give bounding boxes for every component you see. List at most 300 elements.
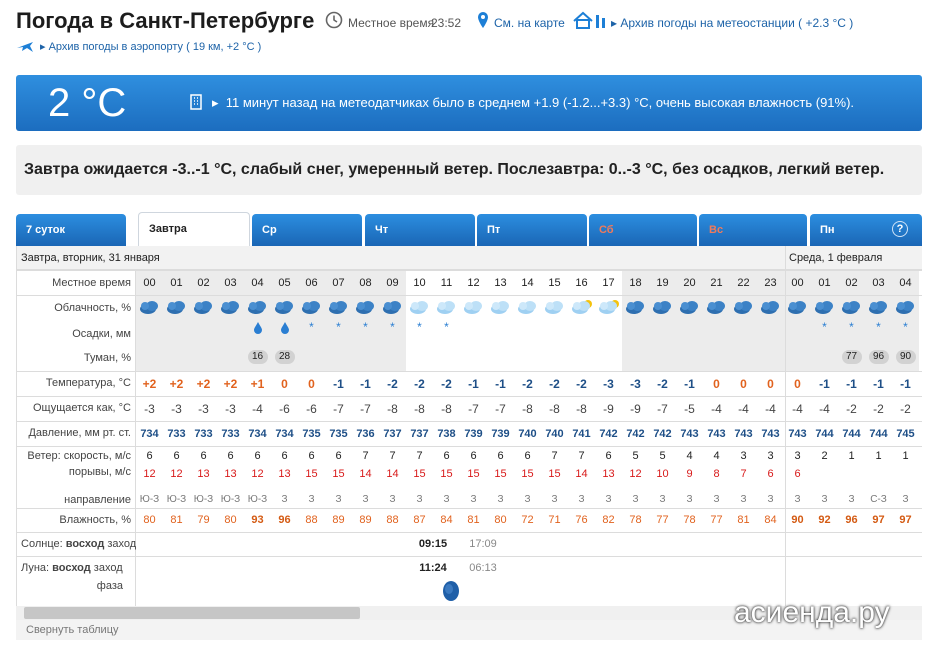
hour-cell: 13 xyxy=(494,277,507,289)
feels-like-cell: -7 xyxy=(495,402,506,416)
pressure-cell: 741 xyxy=(572,428,591,440)
gust-cell: 12 xyxy=(251,468,264,480)
hour-cell: 00 xyxy=(143,277,156,289)
hour-cell: 04 xyxy=(899,277,912,289)
clock-icon xyxy=(325,11,343,29)
hour-cell: 03 xyxy=(872,277,885,289)
feels-like-cell: -2 xyxy=(846,402,857,416)
moon-label-part: восход xyxy=(52,562,91,574)
hour-cell: 03 xyxy=(224,277,237,289)
pressure-cell: 743 xyxy=(761,428,780,440)
archive-airport-label[interactable]: Архив погоды в аэропорту xyxy=(48,41,184,53)
hour-cell: 02 xyxy=(197,277,210,289)
temperature-cell: 0 xyxy=(740,377,747,391)
map-pin-icon xyxy=(474,11,492,29)
tab-0[interactable]: 7 суток xyxy=(16,214,126,246)
direction-cell: З xyxy=(632,494,639,505)
feels-like-cell: -7 xyxy=(657,402,668,416)
gust-cell: 7 xyxy=(740,468,747,480)
hour-cell: 20 xyxy=(683,277,696,289)
humidity-cell: 87 xyxy=(413,514,426,526)
humidity-cell: 81 xyxy=(170,514,183,526)
watermark: асиенда.ру xyxy=(734,596,890,629)
feels-like-cell: -3 xyxy=(225,402,236,416)
pressure-cell: 743 xyxy=(788,428,807,440)
wind-speed-cell: 3 xyxy=(740,450,747,462)
cloud-icon xyxy=(784,298,811,319)
snow-icon: * xyxy=(444,320,449,334)
pressure-cell: 742 xyxy=(653,428,672,440)
wind-speed-cell: 6 xyxy=(254,450,261,462)
gust-cell: 12 xyxy=(629,468,642,480)
sun-label xyxy=(21,538,136,550)
pressure-cell: 733 xyxy=(167,428,186,440)
pressure-cell: 742 xyxy=(599,428,618,440)
help-icon[interactable]: ? xyxy=(892,221,908,237)
humidity-cell: 71 xyxy=(548,514,561,526)
wind-speed-cell: 2 xyxy=(821,450,828,462)
fog-badge: 90 xyxy=(896,350,916,364)
pressure-cell: 743 xyxy=(680,428,699,440)
direction-cell: З xyxy=(362,494,369,505)
temperature-cell: +2 xyxy=(142,377,157,391)
feels-like-cell: -3 xyxy=(144,402,155,416)
feels-like-cell: -6 xyxy=(306,402,317,416)
cloud-icon xyxy=(865,298,892,319)
weather-station-icon xyxy=(572,11,608,29)
archive-station-link[interactable]: ▸ Архив погоды на метеостанции ( +2.3 °С ) xyxy=(611,16,854,30)
wind-speed-cell: 3 xyxy=(794,450,801,462)
cloud-icon xyxy=(190,298,217,319)
cloud-icon xyxy=(892,298,919,319)
map-link[interactable]: См. на карте xyxy=(494,16,565,30)
humidity-cell: 88 xyxy=(386,514,399,526)
moon-phase-icon xyxy=(437,580,464,605)
archive-station-label[interactable]: Архив погоды на метеостанции xyxy=(620,16,795,30)
hour-cell: 19 xyxy=(656,277,669,289)
temperature-cell: -1 xyxy=(468,377,479,391)
direction-cell: З xyxy=(686,494,693,505)
snow-icon: * xyxy=(363,320,368,334)
building-icon xyxy=(188,94,204,110)
direction-cell: З xyxy=(902,494,909,505)
row-label-hum: Влажность, % xyxy=(59,514,131,526)
temperature-cell: 0 xyxy=(713,377,720,391)
wind-speed-cell: 1 xyxy=(902,450,909,462)
feels-like-cell: -4 xyxy=(765,402,776,416)
rain-drop-icon xyxy=(244,322,271,337)
fog-cell xyxy=(244,350,271,364)
wind-speed-cell: 3 xyxy=(767,450,774,462)
tab-7[interactable]: Пн ? xyxy=(810,214,922,246)
gust-cell: 6 xyxy=(794,468,801,480)
humidity-cell: 96 xyxy=(278,514,291,526)
temperature-cell: -2 xyxy=(441,377,452,391)
row-divider xyxy=(17,508,922,509)
pressure-cell: 737 xyxy=(410,428,429,440)
cloud-icon xyxy=(541,298,568,319)
gust-cell: 13 xyxy=(602,468,615,480)
temperature-cell: -2 xyxy=(549,377,560,391)
direction-cell: З xyxy=(605,494,612,505)
row-label-press: Давление, мм рт. ст. xyxy=(28,427,131,439)
wind-speed-cell: 6 xyxy=(443,450,450,462)
hour-cell: 23 xyxy=(764,277,777,289)
gust-cell: 15 xyxy=(548,468,561,480)
gust-cell: 15 xyxy=(332,468,345,480)
humidity-cell: 97 xyxy=(872,514,885,526)
tab-5[interactable]: Сб xyxy=(589,214,697,246)
wind-speed-cell: 1 xyxy=(848,450,855,462)
direction-cell: З xyxy=(443,494,450,505)
cloud-icon xyxy=(676,298,703,319)
row-label-fog: Туман, % xyxy=(83,352,131,364)
tab-6[interactable]: Вс xyxy=(699,214,807,246)
feels-like-cell: -7 xyxy=(360,402,371,416)
direction-cell: Ю-З xyxy=(247,494,268,505)
humidity-cell: 93 xyxy=(251,514,264,526)
feels-like-cell: -8 xyxy=(387,402,398,416)
moon-label xyxy=(21,562,123,574)
direction-cell: З xyxy=(848,494,855,505)
archive-station-temp: ( +2.3 °С ) xyxy=(798,16,854,30)
row-label-temp: Температура, °С xyxy=(45,377,131,389)
hour-cell: 11 xyxy=(440,277,453,289)
pressure-cell: 744 xyxy=(815,428,834,440)
direction-cell: З xyxy=(416,494,423,505)
humidity-cell: 78 xyxy=(629,514,642,526)
row-divider xyxy=(17,421,922,422)
humidity-cell: 89 xyxy=(359,514,372,526)
cloud-icon xyxy=(838,298,865,319)
pressure-cell: 743 xyxy=(707,428,726,440)
hour-cell: 15 xyxy=(548,277,561,289)
feels-like-cell: -4 xyxy=(792,402,803,416)
temperature-cell: -1 xyxy=(684,377,695,391)
wind-speed-cell: 4 xyxy=(686,450,693,462)
hour-cell: 16 xyxy=(575,277,588,289)
fog-badge: 96 xyxy=(869,350,889,364)
moonrise-time: 11:24 xyxy=(419,562,447,574)
sun-label-part: восход xyxy=(65,538,105,550)
direction-cell: З xyxy=(524,494,531,505)
pressure-cell: 744 xyxy=(869,428,888,440)
humidity-cell: 88 xyxy=(305,514,318,526)
pressure-cell: 740 xyxy=(518,428,537,440)
pressure-cell: 740 xyxy=(545,428,564,440)
row-label-gust: порывы, м/с xyxy=(68,466,131,478)
humidity-cell: 79 xyxy=(197,514,210,526)
temperature-cell: -3 xyxy=(603,377,614,391)
day-tabs xyxy=(16,212,922,246)
humidity-cell: 89 xyxy=(332,514,345,526)
scrollbar-thumb[interactable] xyxy=(24,607,360,619)
wind-speed-cell: 6 xyxy=(146,450,153,462)
wind-speed-cell: 6 xyxy=(497,450,504,462)
direction-cell: З xyxy=(713,494,720,505)
humidity-cell: 80 xyxy=(494,514,507,526)
fog-badge: 28 xyxy=(275,350,295,364)
row-label-feel: Ощущается как, °С xyxy=(32,402,131,414)
wind-speed-cell: 6 xyxy=(524,450,531,462)
tab-3[interactable]: Чт xyxy=(365,214,475,246)
wind-speed-cell: 6 xyxy=(308,450,315,462)
hour-cell: 05 xyxy=(278,277,291,289)
feels-like-cell: -6 xyxy=(279,402,290,416)
direction-cell: С-З xyxy=(870,494,887,505)
collapse-table-button[interactable]: Свернуть таблицу xyxy=(16,620,922,640)
row-label-cloud: Облачность, % xyxy=(54,302,131,314)
hour-cell: 01 xyxy=(170,277,183,289)
gust-cell: 15 xyxy=(305,468,318,480)
sun-label-part: заход xyxy=(107,538,137,550)
feels-like-cell: -8 xyxy=(414,402,425,416)
direction-cell: З xyxy=(335,494,342,505)
hour-cell: 08 xyxy=(359,277,372,289)
pressure-cell: 737 xyxy=(383,428,402,440)
sunrise-time: 09:15 xyxy=(418,538,448,550)
humidity-cell: 97 xyxy=(899,514,912,526)
hour-cell: 12 xyxy=(467,277,480,289)
hour-cell: 22 xyxy=(737,277,750,289)
feels-like-cell: -3 xyxy=(198,402,209,416)
cloud-icon xyxy=(379,298,406,319)
cloud-icon xyxy=(271,298,298,319)
cloud-icon xyxy=(811,298,838,319)
local-time-value: 23:52 xyxy=(431,16,462,30)
temperature-cell: 0 xyxy=(767,377,774,391)
direction-cell: З xyxy=(470,494,477,505)
pressure-cell: 734 xyxy=(275,428,294,440)
gust-cell: 12 xyxy=(170,468,183,480)
feels-like-cell: -3 xyxy=(171,402,182,416)
gust-cell: 9 xyxy=(686,468,693,480)
hour-cell: 01 xyxy=(818,277,831,289)
temperature-cell: -1 xyxy=(846,377,857,391)
gust-cell: 14 xyxy=(359,468,372,480)
temperature-cell: 0 xyxy=(794,377,801,391)
sensor-message: ▸ 11 минут назад на метеодатчиках было в среднем +1.9 (-1.2...+3.3) °С, очень высокая влажность (91%). xyxy=(212,95,855,110)
cloud-icon xyxy=(514,298,541,319)
direction-cell: З xyxy=(389,494,396,505)
current-weather-banner xyxy=(16,75,922,131)
feels-like-cell: -4 xyxy=(711,402,722,416)
gust-cell: 15 xyxy=(440,468,453,480)
feels-like-cell: -5 xyxy=(684,402,695,416)
feels-like-cell: -8 xyxy=(549,402,560,416)
day-header-0: Завтра, вторник, 31 января xyxy=(17,246,785,270)
wind-speed-cell: 6 xyxy=(227,450,234,462)
gust-cell: 13 xyxy=(224,468,237,480)
pressure-cell: 738 xyxy=(437,428,456,440)
feels-like-cell: -8 xyxy=(522,402,533,416)
humidity-cell: 82 xyxy=(602,514,615,526)
pressure-cell: 733 xyxy=(194,428,213,440)
pressure-cell: 734 xyxy=(248,428,267,440)
snow-icon: * xyxy=(336,320,341,334)
feels-like-cell: -8 xyxy=(576,402,587,416)
humidity-cell: 84 xyxy=(440,514,453,526)
humidity-cell: 72 xyxy=(521,514,534,526)
wind-speed-cell: 7 xyxy=(578,450,585,462)
pressure-cell: 735 xyxy=(302,428,321,440)
temperature-cell: 0 xyxy=(281,377,288,391)
feels-like-cell: -7 xyxy=(333,402,344,416)
temperature-cell: +2 xyxy=(196,377,211,391)
sensor-message-text: 11 минут назад на метеодатчиках было в среднем +1.9 (-1.2...+3.3) °С, очень высокая влажность (91%). xyxy=(225,95,855,110)
wind-speed-cell: 4 xyxy=(713,450,720,462)
snow-icon: * xyxy=(309,320,314,334)
forecast-summary xyxy=(16,145,922,195)
wind-speed-cell: 6 xyxy=(335,450,342,462)
direction-cell: З xyxy=(740,494,747,505)
archive-airport-link[interactable]: ▸ Архив погоды в аэропорту ( 19 км, +2 °С ) xyxy=(16,40,261,54)
temperature-cell: -1 xyxy=(360,377,371,391)
direction-cell: Ю-З xyxy=(139,494,160,505)
hour-cell: 09 xyxy=(386,277,399,289)
gust-cell: 13 xyxy=(278,468,291,480)
cloud-icon xyxy=(730,298,757,319)
local-time-label: Местное время xyxy=(348,16,435,30)
gust-cell: 10 xyxy=(656,468,669,480)
hour-cell: 00 xyxy=(791,277,804,289)
cloud-icon xyxy=(352,298,379,319)
feels-like-cell: -2 xyxy=(873,402,884,416)
hour-cell: 17 xyxy=(602,277,615,289)
tab-1[interactable]: Завтра xyxy=(138,212,250,246)
feels-like-cell: -4 xyxy=(252,402,263,416)
cloud-icon xyxy=(703,298,730,319)
humidity-cell: 92 xyxy=(818,514,831,526)
hour-cell: 04 xyxy=(251,277,264,289)
wind-speed-cell: 6 xyxy=(605,450,612,462)
current-temperature: 2 °C xyxy=(48,81,127,125)
page-header xyxy=(0,0,930,70)
row-divider xyxy=(17,295,922,296)
direction-cell: З xyxy=(794,494,801,505)
wind-speed-cell: 6 xyxy=(200,450,207,462)
pressure-cell: 742 xyxy=(626,428,645,440)
gust-cell: 15 xyxy=(467,468,480,480)
gust-cell: 15 xyxy=(521,468,534,480)
cloud-icon xyxy=(406,298,433,319)
direction-cell: З xyxy=(551,494,558,505)
temperature-cell: +2 xyxy=(223,377,238,391)
temperature-cell: -1 xyxy=(900,377,911,391)
cloud-icon xyxy=(649,298,676,319)
humidity-cell: 76 xyxy=(575,514,588,526)
cloud-icon xyxy=(163,298,190,319)
sun-label-part: Солнце: xyxy=(21,538,63,550)
snow-icon: * xyxy=(822,320,827,334)
cloud-icon xyxy=(460,298,487,319)
row-label-precip: Осадки, мм xyxy=(72,328,131,340)
fog-badge: 77 xyxy=(842,350,862,364)
gust-cell: 8 xyxy=(713,468,720,480)
feels-like-cell: -2 xyxy=(900,402,911,416)
gust-cell: 14 xyxy=(575,468,588,480)
temperature-cell: -1 xyxy=(819,377,830,391)
wind-speed-cell: 7 xyxy=(551,450,558,462)
temperature-cell: -2 xyxy=(576,377,587,391)
sunset-time: 17:09 xyxy=(469,538,497,550)
fog-cell xyxy=(838,350,865,364)
tab-2[interactable]: Ср xyxy=(252,214,362,246)
feels-like-cell: -7 xyxy=(468,402,479,416)
cloud-icon xyxy=(244,298,271,319)
cloud-icon xyxy=(217,298,244,319)
wind-speed-cell: 6 xyxy=(173,450,180,462)
pressure-cell: 736 xyxy=(356,428,375,440)
snow-icon: * xyxy=(849,320,854,334)
temperature-cell: +2 xyxy=(169,377,184,391)
row-divider xyxy=(17,270,922,271)
wind-speed-cell: 7 xyxy=(389,450,396,462)
humidity-cell: 81 xyxy=(737,514,750,526)
temperature-cell: -1 xyxy=(333,377,344,391)
wind-speed-cell: 5 xyxy=(632,450,639,462)
wind-speed-cell: 6 xyxy=(281,450,288,462)
cloud-icon xyxy=(487,298,514,319)
hour-cell: 02 xyxy=(845,277,858,289)
feels-like-cell: -8 xyxy=(441,402,452,416)
cloud-icon xyxy=(325,298,352,319)
moon-label-part: заход xyxy=(93,562,123,574)
row-divider xyxy=(17,556,922,557)
direction-cell: Ю-З xyxy=(166,494,187,505)
pressure-cell: 739 xyxy=(464,428,483,440)
hour-cell: 18 xyxy=(629,277,642,289)
temperature-cell: -2 xyxy=(522,377,533,391)
fog-cell xyxy=(865,350,892,364)
pressure-cell: 744 xyxy=(842,428,861,440)
humidity-cell: 81 xyxy=(467,514,480,526)
snow-icon: * xyxy=(390,320,395,334)
humidity-cell: 77 xyxy=(656,514,669,526)
direction-cell: З xyxy=(308,494,315,505)
snow-icon: * xyxy=(876,320,881,334)
wind-speed-cell: 6 xyxy=(470,450,477,462)
humidity-cell: 90 xyxy=(791,514,804,526)
fog-cell xyxy=(892,350,919,364)
temperature-cell: -3 xyxy=(630,377,641,391)
hour-cell: 14 xyxy=(521,277,534,289)
cloud-icon xyxy=(568,298,595,319)
gust-cell: 13 xyxy=(197,468,210,480)
humidity-cell: 77 xyxy=(710,514,723,526)
wind-speed-cell: 7 xyxy=(416,450,423,462)
snow-icon: * xyxy=(417,320,422,334)
gust-cell: 15 xyxy=(413,468,426,480)
gust-cell: 14 xyxy=(386,468,399,480)
feels-like-cell: -9 xyxy=(630,402,641,416)
pressure-cell: 735 xyxy=(329,428,348,440)
forecast-table xyxy=(16,246,922,606)
temperature-cell: -2 xyxy=(414,377,425,391)
fog-cell xyxy=(271,350,298,364)
pressure-cell: 733 xyxy=(221,428,240,440)
cloud-icon xyxy=(622,298,649,319)
cloud-icon xyxy=(757,298,784,319)
gust-cell: 6 xyxy=(767,468,774,480)
humidity-cell: 80 xyxy=(224,514,237,526)
snow-icon: * xyxy=(903,320,908,334)
tab-4[interactable]: Пт xyxy=(477,214,587,246)
airplane-icon xyxy=(16,40,34,54)
gust-cell: 12 xyxy=(143,468,156,480)
row-divider xyxy=(17,532,922,533)
direction-cell: З xyxy=(578,494,585,505)
